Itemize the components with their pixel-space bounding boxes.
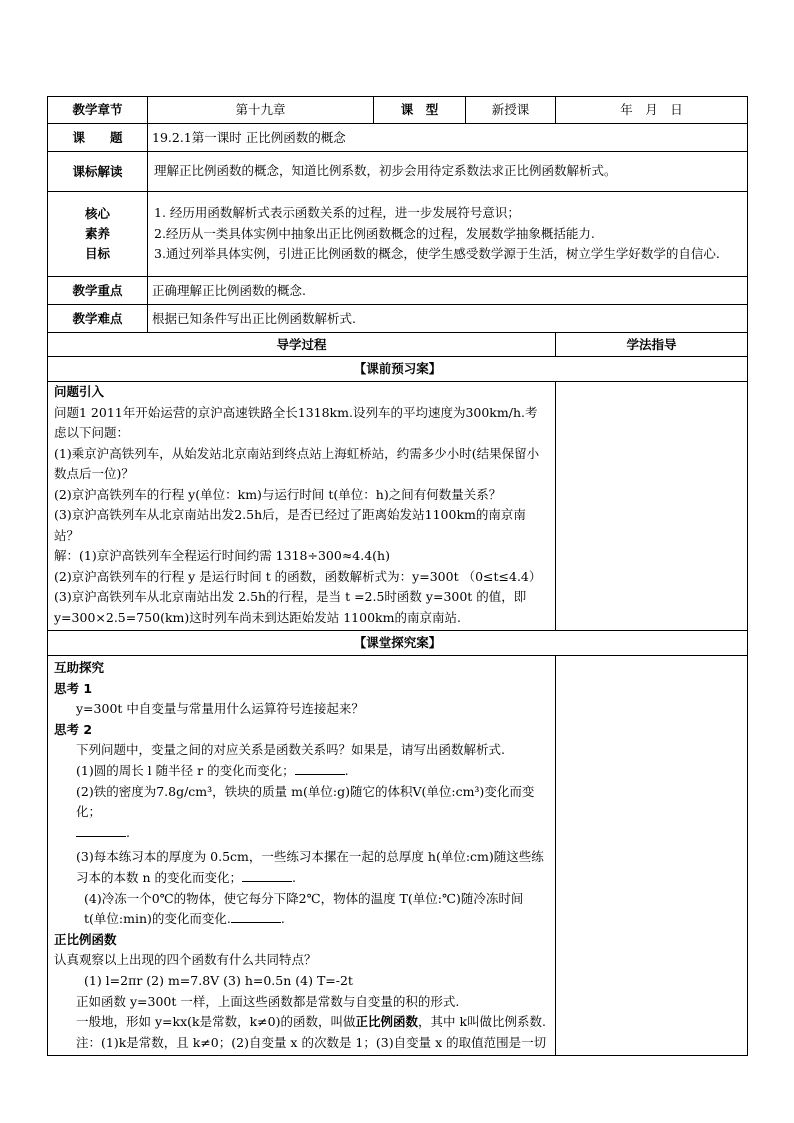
definition-post: ，其中 k叫做比例系数. (417, 1014, 547, 1030)
preview-line: (3)京沪高铁列车从北京南站出发 2.5h的行程，是当 t =2.5时函数 y=300t 的值，即 y=300×2.5=750(km)这时列车尚未到达距始发站 1100km的南京南站. (54, 589, 527, 625)
question-4: (4)冷冻一个0℃的物体，使它每分下降2℃，物体的温度 T(单位:℃)随冷冻时间 t(单位:min)的变化而变化. . (84, 890, 524, 927)
think1-label: 思考 1 (54, 680, 93, 696)
question-3-text: (3)每本练习本的厚度为 0.5cm，一些练习本摞在一起的总厚度 h(单位:cm)随这些练习本的本数 n 的变化而变化； (76, 849, 544, 885)
goal-item: 3.通过列举具体实例，引进正比例函数的概念，使学生感受数学源于生活，树立学生学好数学的自信心. (154, 246, 720, 262)
question-2: (2)铁的密度为7.8g/cm³，铁块的质量 m(单位:g)随它的体积V(单位:cm³)变化而变化； . (76, 783, 535, 840)
chapter-label: 教学章节 (48, 97, 148, 124)
focus-value: 正确理解正比例函数的概念. (148, 277, 748, 305)
topic-row (48, 124, 748, 152)
preview-title-row (48, 357, 748, 382)
explore-content (48, 656, 556, 1056)
focus-label: 教学重点 (48, 277, 148, 305)
standard-value: 理解正比例函数的概念，知道比例系数，初步会用待定系数法求正比例函数解析式。 (148, 152, 748, 192)
goals-label-2: 素养 (84, 226, 110, 241)
lesson-plan (47, 96, 747, 1056)
type-value: 新授课 (466, 97, 556, 124)
observe-text: 认真观察以上出现的四个函数有什么共同特点？ (54, 952, 317, 968)
like-text: 正如函数 y=300t 一样，上面这些函数都是常数与自变量的积的形式. (76, 993, 460, 1009)
preview-content (48, 382, 556, 631)
preview-line: (1)乘京沪高铁列车，从始发站北京南站到终点站上海虹桥站，约需多少小时(结果保留小数点后一位)？ (54, 445, 540, 481)
goals-label (48, 192, 148, 277)
goal-item: 2.经历从一类具体实例中抽象出正比例函数概念的过程，发展数学抽象概括能力. (154, 225, 595, 241)
question-1-text: (1)圆的周长 l 随半径 r 的变化而变化； (76, 762, 295, 778)
difficulty-label: 教学难点 (48, 305, 148, 333)
date-field: 年 月 日 (556, 97, 748, 124)
lesson-plan-table (47, 96, 748, 1056)
preview-line: (2)京沪高铁列车的行程 y(单位：km)与运行时间 t(单位：h)之间有何数量关系？ (54, 486, 502, 502)
definition-term: 正比例函数 (355, 1014, 418, 1030)
method-header: 学法指导 (556, 333, 748, 357)
think2-label: 思考 2 (54, 721, 93, 737)
header-row (48, 97, 748, 124)
preview-line: 问题1 2011年开始运营的京沪高速铁路全长1318km.设列车的平均速度为300km/h.考虑以下问题： (54, 404, 538, 440)
difficulty-value: 根据已知条件写出正比例函数解析式. (148, 305, 748, 333)
answer-blank[interactable] (76, 824, 126, 837)
think1-text: y=300t 中自变量与常量用什么运算符号连接起来？ (76, 701, 364, 717)
goal-item: 1. 经历用函数解析式表示函数关系的过程，进一步发展符号意识； (154, 205, 520, 221)
explore-method-cell (556, 656, 748, 1056)
function-list: (1) l=2πr (2) m=7.8V (3) h=0.5n (4) T=-2t (84, 972, 353, 988)
topic-value: 19.2.1第一课时 正比例函数的概念 (148, 124, 748, 152)
explore-title-row (48, 631, 748, 656)
question-4-text: (4)冷冻一个0℃的物体，使它每分下降2℃，物体的温度 T(单位:℃)随冷冻时间 t(单位:min)的变化而变化. (84, 890, 524, 927)
question-2-text: (2)铁的密度为7.8g/cm³，铁块的质量 m(单位:g)随它的体积V(单位:cm³)变化而变化； (76, 783, 535, 820)
explore-heading: 互助探究 (54, 660, 105, 675)
think2-text: 下列问题中，变量之间的对应关系是函数关系吗？如果是，请写出函数解析式. (76, 742, 505, 758)
standard-label: 课标解读 (48, 152, 148, 192)
goals-value (148, 192, 748, 277)
preview-line: (3)京沪高铁列车从北京南站出发2.5h后，是否已经过了距离始发站1100km的南京南站？ (54, 507, 526, 543)
explore-title: 【课堂探究案】 (48, 631, 748, 656)
goals-label-1: 核心 (84, 206, 110, 221)
note-text: 注：(1)k是常数，且 k≠0；(2)自变量 x 的次数是 1；(3)自变量 x 的取值范围是一切 (76, 1034, 547, 1050)
preview-line: 解：(1)京沪高铁列车全程运行时间约需 1318÷300≈4.4(h) (54, 548, 390, 563)
difficulty-row (48, 305, 748, 333)
definition-heading: 正比例函数 (54, 931, 117, 947)
topic-label: 课 题 (48, 124, 148, 152)
type-label: 课 型 (374, 97, 466, 124)
explore-row (48, 656, 748, 1056)
chapter-value: 第十九章 (148, 97, 374, 124)
definition-text (54, 1012, 549, 1033)
focus-row (48, 277, 748, 305)
question-3: (3)每本练习本的厚度为 0.5cm，一些练习本摞在一起的总厚度 h(单位:cm)随这些练习本的本数 n 的变化而变化； . (76, 849, 544, 885)
process-header-row (48, 333, 748, 357)
preview-line: (2)京沪高铁列车的行程 y 是运行时间 t 的函数，函数解析式为：y=300t （0≤t≤4.4） (54, 568, 542, 584)
preview-row (48, 382, 748, 631)
answer-blank[interactable] (242, 869, 292, 882)
process-header: 导学过程 (48, 333, 556, 357)
preview-heading: 问题引入 (54, 384, 105, 399)
standard-row (48, 152, 748, 192)
definition-pre: 一般地，形如 y=kx(k是常数，k≠0)的函数，叫做 (76, 1014, 356, 1030)
goals-row (48, 192, 748, 277)
preview-method-cell (556, 382, 748, 631)
answer-blank[interactable] (295, 762, 345, 775)
question-1: (1)圆的周长 l 随半径 r 的变化而变化； . (76, 762, 349, 778)
preview-title: 【课前预习案】 (48, 357, 748, 382)
goals-label-3: 目标 (84, 246, 110, 261)
answer-blank[interactable] (231, 910, 281, 923)
